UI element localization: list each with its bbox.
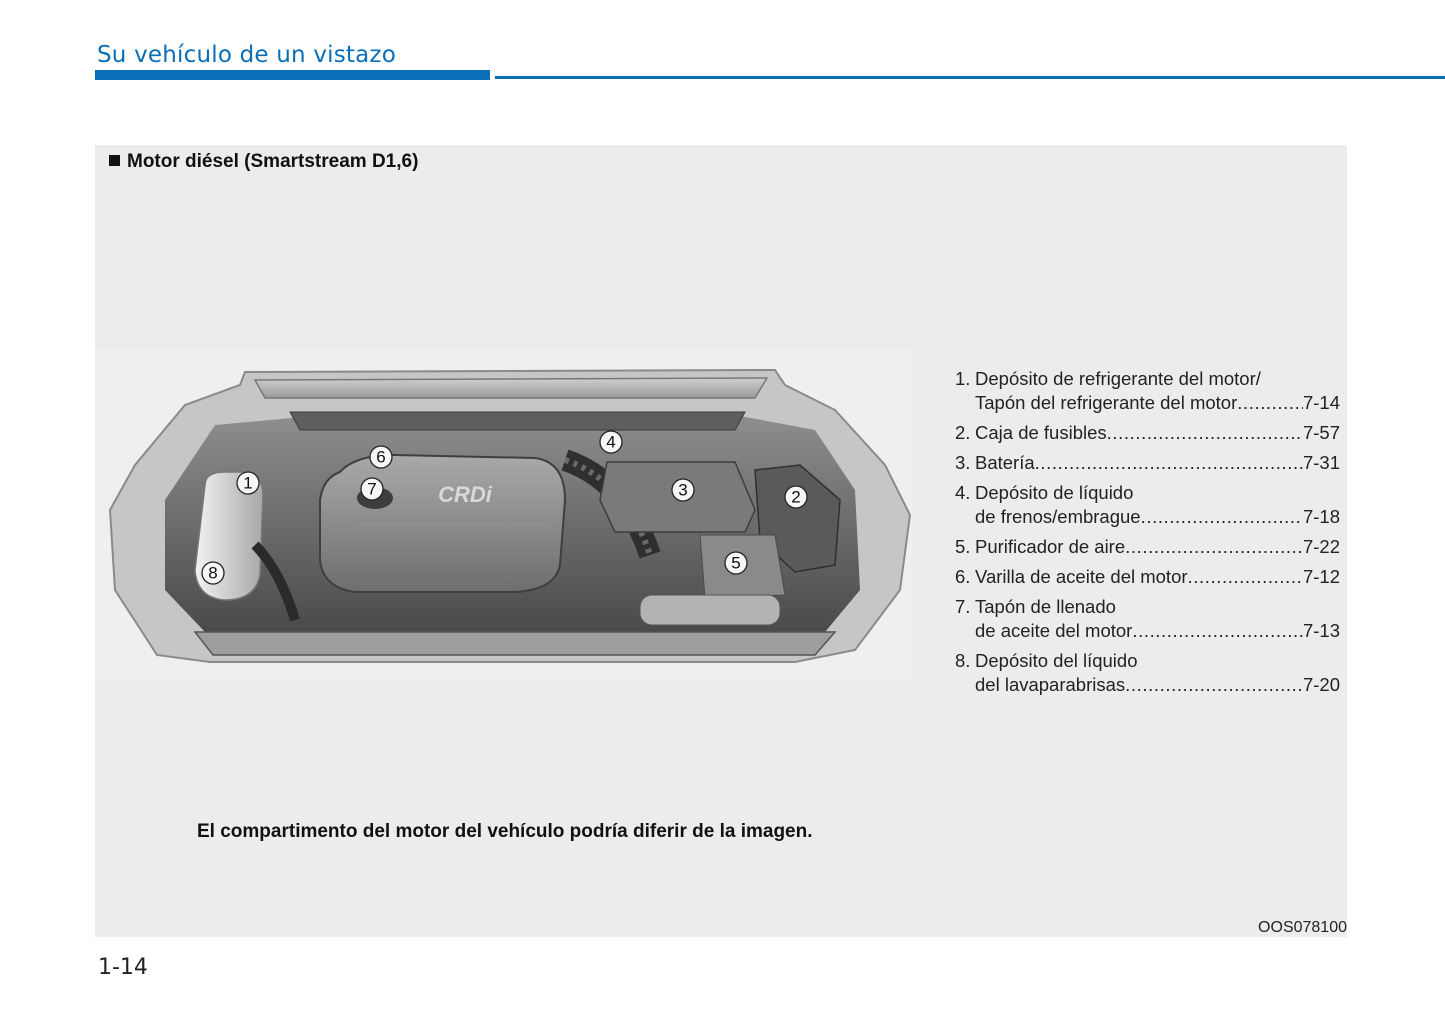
engine-compartment-illustration bbox=[95, 350, 913, 680]
svg-text:1: 1 bbox=[243, 473, 253, 493]
svg-text:5: 5 bbox=[731, 553, 741, 573]
callout-6 bbox=[370, 446, 392, 468]
legend-item-6: 6. Varilla de aceite del motor ..... 7-12 bbox=[955, 565, 1340, 589]
svg-text:8: 8 bbox=[208, 563, 218, 583]
square-bullet-icon bbox=[109, 155, 120, 166]
svg-text:6: 6 bbox=[376, 447, 386, 467]
page-ref: 7-13 bbox=[1302, 620, 1340, 641]
image-caption: El compartimento del motor del vehículo podría diferir de la imagen. bbox=[197, 821, 813, 842]
page-ref: 7-57 bbox=[1302, 422, 1340, 443]
svg-text:7: 7 bbox=[367, 479, 377, 499]
callout-5 bbox=[725, 552, 747, 574]
svg-text:4: 4 bbox=[606, 432, 616, 452]
page-ref: 7-14 bbox=[1302, 392, 1340, 413]
legend-item-5: 5. Purificador de aire ..... 7-22 bbox=[955, 535, 1340, 559]
page-number: 1-14 bbox=[98, 955, 148, 980]
page-ref: 7-20 bbox=[1302, 674, 1340, 695]
section-title: Su vehículo de un vistazo bbox=[97, 42, 396, 68]
parts-legend bbox=[955, 367, 1340, 703]
engine-cover-logo: CRDi bbox=[438, 482, 492, 507]
callout-8 bbox=[202, 562, 224, 584]
legend-item-4: 4. Depósito de líquido de frenos/embrague ..... 7-18 bbox=[955, 481, 1340, 529]
svg-text:2: 2 bbox=[791, 487, 801, 507]
content-panel bbox=[95, 145, 1347, 937]
legend-item-7: 7. Tapón de llenado de aceite del motor ..... 7-13 bbox=[955, 595, 1340, 643]
svg-text:3: 3 bbox=[678, 480, 688, 500]
legend-item-3: 3. Batería ..... 7-31 bbox=[955, 451, 1340, 475]
panel-heading-text: Motor diésel (Smartstream D1,6) bbox=[127, 151, 419, 172]
legend-item-2: 2. Caja de fusibles ..... 7-57 bbox=[955, 421, 1340, 445]
page-ref: 7-12 bbox=[1302, 566, 1340, 587]
legend-item-1: 1. Depósito de refrigerante del motor/ Tapón del refrigerante del motor ..... 7-14 bbox=[955, 367, 1340, 415]
callout-4 bbox=[600, 431, 622, 453]
page-ref: 7-18 bbox=[1302, 506, 1340, 527]
callout-2 bbox=[785, 486, 807, 508]
legend-item-8: 8. Depósito del líquido del lavaparabrisas ..... 7-20 bbox=[955, 649, 1340, 697]
header-rule-thin bbox=[495, 76, 1445, 79]
panel-heading bbox=[109, 151, 418, 173]
image-code: OOS078100 bbox=[1258, 919, 1347, 936]
callout-7 bbox=[361, 478, 383, 500]
callout-3 bbox=[672, 479, 694, 501]
page-ref: 7-22 bbox=[1302, 536, 1340, 557]
callout-1 bbox=[237, 472, 259, 494]
header-rule-thick bbox=[95, 70, 490, 80]
page-ref: 7-31 bbox=[1302, 452, 1340, 473]
